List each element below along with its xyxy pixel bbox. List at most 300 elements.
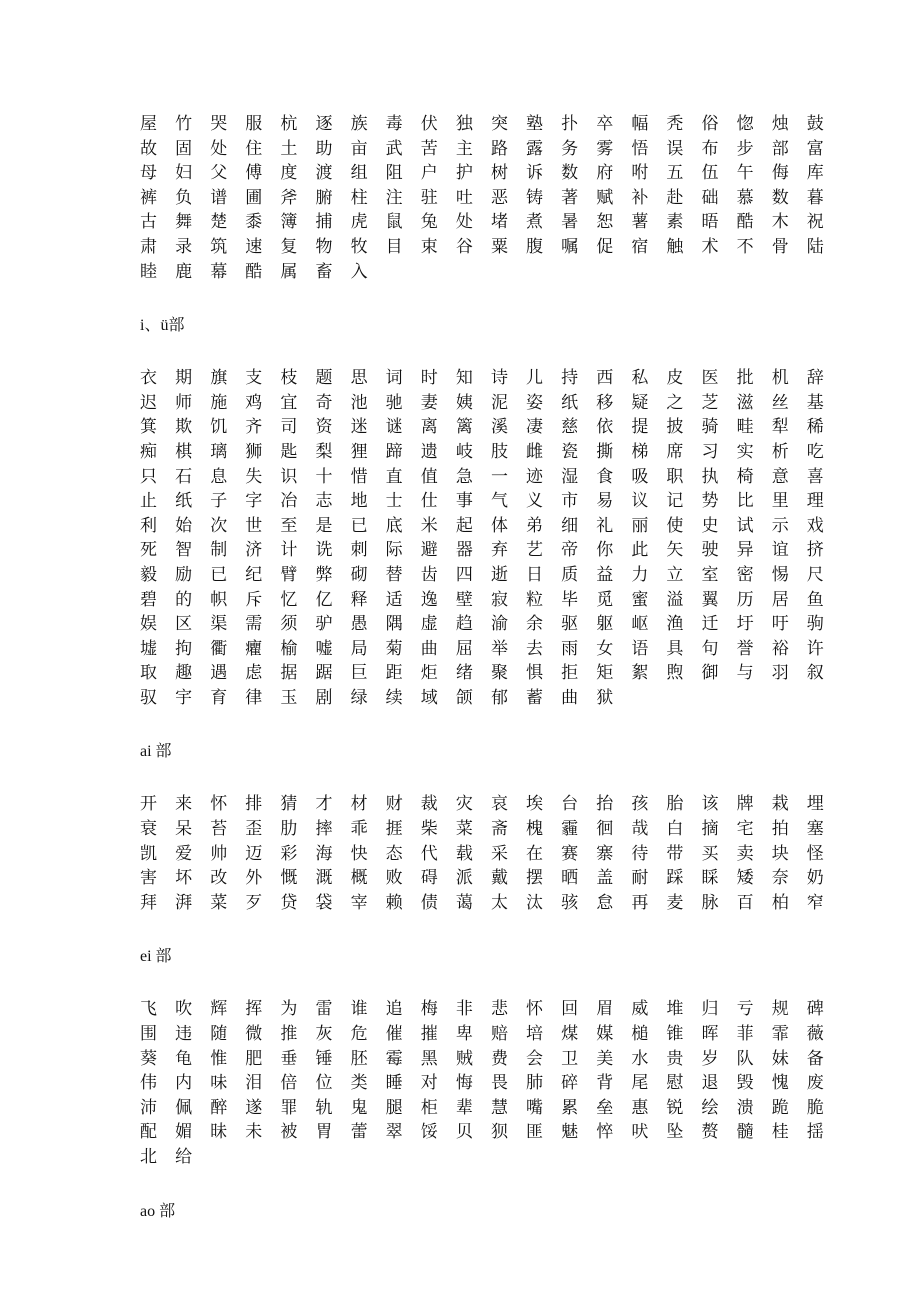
character-row (140, 391, 824, 416)
character: 开 (140, 794, 157, 815)
character: 纪 (245, 564, 263, 585)
character: 速 (245, 236, 263, 257)
character: 催 (385, 1024, 403, 1045)
character: 触 (666, 236, 684, 257)
character: 鼠 (385, 212, 403, 233)
character: 底 (385, 515, 403, 536)
character: 俗 (701, 114, 719, 134)
character: 驴 (315, 614, 333, 635)
character: 斋 (490, 819, 508, 840)
character: 寂 (490, 589, 508, 610)
character: 爱 (175, 843, 193, 864)
character: 岖 (631, 614, 649, 635)
character: 土 (280, 138, 298, 159)
character: 沛 (140, 1097, 157, 1118)
character-row (140, 366, 824, 391)
character: 吹 (175, 999, 193, 1020)
section-heading: i、ü部 (140, 317, 185, 335)
character: 米 (420, 515, 438, 536)
character: 在 (526, 843, 544, 864)
section-heading: ao 部 (140, 1202, 176, 1220)
character: 亿 (315, 589, 333, 610)
character: 理 (806, 491, 824, 512)
character: 余 (526, 614, 544, 635)
character: 齐 (245, 417, 263, 438)
character: 惕 (771, 564, 789, 585)
character: 促 (596, 236, 614, 257)
character: 趣 (175, 663, 193, 684)
character: 毒 (385, 114, 403, 134)
character: 字 (245, 491, 263, 512)
character-row (140, 891, 824, 916)
character: 试 (736, 515, 754, 536)
character: 追 (385, 999, 403, 1020)
character: 吠 (631, 1122, 649, 1143)
character: 垒 (596, 1097, 614, 1118)
character: 肃 (140, 236, 157, 257)
character: 息 (210, 466, 228, 487)
character: 毅 (140, 564, 157, 585)
character: 薇 (806, 1024, 824, 1045)
character: 骑 (701, 417, 719, 438)
character: 失 (245, 466, 263, 487)
character: 赛 (561, 843, 579, 864)
character-row (140, 514, 824, 539)
character: 墟 (140, 638, 157, 659)
character: 幕 (210, 261, 228, 282)
character: 为 (280, 999, 298, 1020)
character-row (140, 612, 824, 637)
character: 胚 (350, 1048, 368, 1069)
character: 白 (666, 819, 684, 840)
character: 室 (701, 564, 719, 585)
character: 絮 (631, 663, 649, 684)
character: 给 (175, 1147, 193, 1167)
character: 起 (455, 515, 473, 536)
character: 弃 (490, 540, 508, 561)
character: 臂 (280, 564, 298, 585)
character: 迹 (526, 466, 544, 487)
character: 酷 (245, 261, 263, 282)
character: 摔 (315, 819, 333, 840)
character: 许 (806, 638, 824, 659)
character: 虚 (420, 614, 438, 635)
character: 异 (736, 540, 754, 561)
character: 郁 (490, 687, 508, 708)
character: 慰 (666, 1073, 684, 1094)
character: 宜 (280, 392, 298, 413)
character: 矩 (596, 663, 614, 684)
character: 步 (736, 138, 754, 159)
document-page (140, 112, 824, 1224)
character: 规 (771, 999, 789, 1020)
character: 语 (631, 638, 649, 659)
character: 女 (596, 638, 614, 659)
character: 儿 (526, 368, 544, 389)
character: 怪 (806, 843, 824, 864)
character: 树 (490, 163, 508, 184)
character-row (140, 817, 824, 842)
character: 妻 (420, 392, 438, 413)
character: 胃 (315, 1122, 333, 1143)
character: 复 (280, 236, 298, 257)
character: 堵 (490, 212, 508, 233)
character: 材 (350, 794, 368, 815)
character: 实 (736, 441, 754, 462)
character: 卖 (736, 843, 754, 864)
character: 睬 (701, 868, 719, 889)
character: 痴 (140, 441, 157, 462)
character: 翼 (701, 589, 719, 610)
character: 块 (771, 843, 789, 864)
character: 富 (806, 138, 824, 159)
character: 衰 (140, 819, 157, 840)
character: 待 (631, 843, 649, 864)
character: 须 (280, 614, 298, 635)
character: 奈 (771, 868, 789, 889)
character: 害 (140, 868, 157, 889)
character: 易 (596, 491, 614, 512)
character: 滋 (736, 392, 754, 413)
character: 梅 (420, 999, 438, 1020)
character: 龟 (175, 1048, 193, 1069)
character: 一 (490, 466, 508, 487)
character: 水 (631, 1048, 649, 1069)
character-row (140, 661, 824, 686)
character: 对 (420, 1073, 438, 1094)
character: 驻 (420, 187, 438, 208)
character: 徊 (596, 819, 614, 840)
character: 姨 (455, 392, 473, 413)
character: 计 (280, 540, 298, 561)
character: 非 (455, 999, 473, 1020)
character: 冶 (280, 491, 298, 512)
character: 吸 (631, 466, 649, 487)
character: 制 (210, 540, 228, 561)
character: 癯 (245, 638, 263, 659)
character: 财 (385, 794, 403, 815)
character: 骇 (561, 892, 579, 913)
character: 岁 (701, 1048, 719, 1069)
character: 费 (490, 1048, 508, 1069)
character: 益 (596, 564, 614, 585)
character: 谷 (455, 236, 473, 257)
character: 怠 (596, 892, 614, 913)
character: 捕 (315, 212, 333, 233)
character: 诜 (315, 540, 333, 561)
character: 酷 (736, 212, 754, 233)
character: 挤 (806, 540, 824, 561)
character: 服 (245, 114, 263, 134)
character: 该 (701, 794, 719, 815)
character: 肺 (526, 1073, 544, 1094)
character: 期 (175, 368, 193, 389)
character: 外 (245, 868, 263, 889)
character: 谁 (350, 999, 368, 1020)
character: 贷 (280, 892, 298, 913)
character-row (140, 489, 824, 514)
character: 逝 (490, 564, 508, 585)
character: 值 (420, 466, 438, 487)
character: 育 (210, 687, 228, 708)
character: 伟 (140, 1073, 157, 1094)
character: 尺 (806, 564, 824, 585)
character: 秃 (666, 114, 684, 134)
character: 呆 (175, 819, 193, 840)
character: 裁 (420, 794, 438, 815)
character: 离 (420, 417, 438, 438)
character: 谊 (771, 540, 789, 561)
character: 束 (420, 236, 438, 257)
character: 美 (596, 1048, 614, 1069)
character: 备 (806, 1048, 824, 1069)
character: 会 (526, 1048, 544, 1069)
character: 柜 (420, 1097, 438, 1118)
character: 衣 (140, 368, 157, 389)
character: 罪 (280, 1097, 298, 1118)
section-0 (140, 112, 824, 284)
character: 举 (490, 638, 508, 659)
character: 圩 (736, 614, 754, 635)
character-row (140, 563, 824, 588)
character: 媚 (175, 1122, 193, 1143)
character: 孩 (631, 794, 649, 815)
character: 午 (736, 163, 754, 184)
character: 埋 (806, 794, 824, 815)
character: 裕 (771, 638, 789, 659)
character: 骨 (771, 236, 789, 257)
character: 仕 (420, 491, 438, 512)
character: 局 (350, 638, 368, 659)
character: 围 (140, 1024, 157, 1045)
character: 汰 (526, 892, 544, 913)
character: 迈 (245, 843, 263, 864)
character: 区 (175, 614, 193, 635)
character: 誉 (736, 638, 754, 659)
character: 是 (315, 515, 333, 536)
character: 至 (280, 515, 298, 536)
character: 数 (561, 163, 579, 184)
character: 碑 (806, 999, 824, 1020)
character: 日 (526, 564, 544, 585)
character: 嘱 (561, 236, 579, 257)
character: 黍 (245, 212, 263, 233)
character: 辈 (455, 1097, 473, 1118)
character: 狸 (350, 441, 368, 462)
character: 子 (210, 491, 228, 512)
character: 味 (210, 1073, 228, 1094)
character: 颌 (455, 687, 473, 708)
character: 知 (455, 368, 473, 389)
character-row (140, 1071, 824, 1096)
character: 气 (490, 491, 508, 512)
character: 赴 (666, 187, 684, 208)
character: 霾 (561, 819, 579, 840)
character: 渠 (210, 614, 228, 635)
character: 废 (806, 1073, 824, 1094)
character: 姿 (526, 392, 544, 413)
character: 基 (806, 392, 824, 413)
character-row (140, 997, 824, 1022)
character: 术 (701, 236, 719, 257)
character: 物 (315, 236, 333, 257)
character: 已 (350, 515, 368, 536)
character: 宅 (736, 819, 754, 840)
character: 属 (280, 261, 298, 282)
character: 食 (596, 466, 614, 487)
character: 素 (666, 212, 684, 233)
character: 具 (666, 638, 684, 659)
character: 湿 (561, 466, 579, 487)
character: 归 (701, 999, 719, 1020)
character: 户 (420, 163, 438, 184)
character: 退 (701, 1073, 719, 1094)
character: 聚 (490, 663, 508, 684)
character: 域 (420, 687, 438, 708)
character: 肢 (490, 441, 508, 462)
character: 绿 (350, 687, 368, 708)
character: 溉 (315, 868, 333, 889)
character: 随 (210, 1024, 228, 1045)
character: 续 (385, 687, 403, 708)
character: 枝 (280, 368, 298, 389)
character: 次 (210, 515, 228, 536)
character: 务 (561, 138, 579, 159)
character: 吃 (806, 441, 824, 462)
character: 凄 (526, 417, 544, 438)
character: 悔 (455, 1073, 473, 1094)
character: 逸 (420, 589, 438, 610)
character: 佩 (175, 1097, 193, 1118)
character: 跪 (771, 1097, 789, 1118)
character: 霏 (771, 1024, 789, 1045)
character-row (140, 637, 824, 662)
character: 你 (596, 540, 614, 561)
character: 买 (701, 843, 719, 864)
character: 旗 (210, 368, 228, 389)
character: 体 (490, 515, 508, 536)
character: 布 (701, 138, 719, 159)
character: 菲 (736, 1024, 754, 1045)
character: 煮 (526, 212, 544, 233)
character: 舞 (175, 212, 193, 233)
character: 媒 (596, 1024, 614, 1045)
character: 族 (350, 114, 368, 134)
character-row (140, 1022, 824, 1047)
character: 居 (771, 589, 789, 610)
character: 嘘 (315, 638, 333, 659)
character: 奇 (315, 392, 333, 413)
character: 著 (561, 187, 579, 208)
character: 派 (455, 868, 473, 889)
character: 处 (210, 138, 228, 159)
character: 露 (526, 138, 544, 159)
character: 胎 (666, 794, 684, 815)
character: 狮 (245, 441, 263, 462)
character: 屋 (140, 114, 157, 134)
character: 贝 (455, 1122, 473, 1143)
character: 御 (701, 663, 719, 684)
character: 惟 (210, 1048, 228, 1069)
character: 兔 (420, 212, 438, 233)
character: 赔 (490, 1024, 508, 1045)
character: 柏 (771, 892, 789, 913)
character: 撕 (596, 441, 614, 462)
character: 歹 (245, 892, 263, 913)
character: 碧 (140, 589, 157, 610)
character: 取 (140, 663, 157, 684)
character: 拘 (175, 638, 193, 659)
character: 曲 (561, 687, 579, 708)
character: 戴 (490, 868, 508, 889)
character: 觅 (596, 589, 614, 610)
character: 驱 (561, 614, 579, 635)
character: 支 (245, 368, 263, 389)
character: 挥 (245, 999, 263, 1020)
character: 锐 (666, 1097, 684, 1118)
character: 台 (561, 794, 579, 815)
character: 不 (736, 236, 754, 257)
character: 惜 (350, 466, 368, 487)
section-1 (140, 314, 824, 710)
character: 齿 (420, 564, 438, 585)
character: 去 (526, 638, 544, 659)
character: 泪 (245, 1073, 263, 1094)
character: 适 (385, 589, 403, 610)
character: 醉 (210, 1097, 228, 1118)
character: 湃 (175, 892, 193, 913)
character-row (140, 260, 800, 285)
character: 习 (701, 441, 719, 462)
character: 菜 (210, 892, 228, 913)
character: 辉 (210, 999, 228, 1020)
character: 翠 (385, 1122, 403, 1143)
character: 梨 (315, 441, 333, 462)
character: 雨 (561, 638, 579, 659)
character: 猜 (280, 794, 298, 815)
character: 雷 (315, 999, 333, 1020)
character: 锤 (315, 1048, 333, 1069)
character: 武 (385, 138, 403, 159)
character: 玉 (280, 687, 298, 708)
character-row (140, 1096, 824, 1121)
character: 推 (280, 1024, 298, 1045)
character: 父 (210, 163, 228, 184)
character: 史 (701, 515, 719, 536)
character: 词 (385, 368, 403, 389)
character: 吐 (455, 187, 473, 208)
character: 馁 (420, 1122, 438, 1143)
character: 畏 (490, 1073, 508, 1094)
character: 蜜 (631, 589, 649, 610)
character: 衢 (210, 638, 228, 659)
character: 智 (175, 540, 193, 561)
character: 距 (385, 663, 403, 684)
character: 躯 (596, 614, 614, 635)
character: 悲 (490, 999, 508, 1020)
character: 畦 (736, 417, 754, 438)
character: 驹 (806, 614, 824, 635)
character: 迷 (350, 417, 368, 438)
character: 棋 (175, 441, 193, 462)
character: 慈 (561, 417, 579, 438)
character: 辞 (806, 368, 824, 389)
character: 态 (385, 843, 403, 864)
character: 微 (245, 1024, 263, 1045)
character: 五 (666, 163, 684, 184)
character: 薯 (631, 212, 649, 233)
character: 轨 (315, 1097, 333, 1118)
